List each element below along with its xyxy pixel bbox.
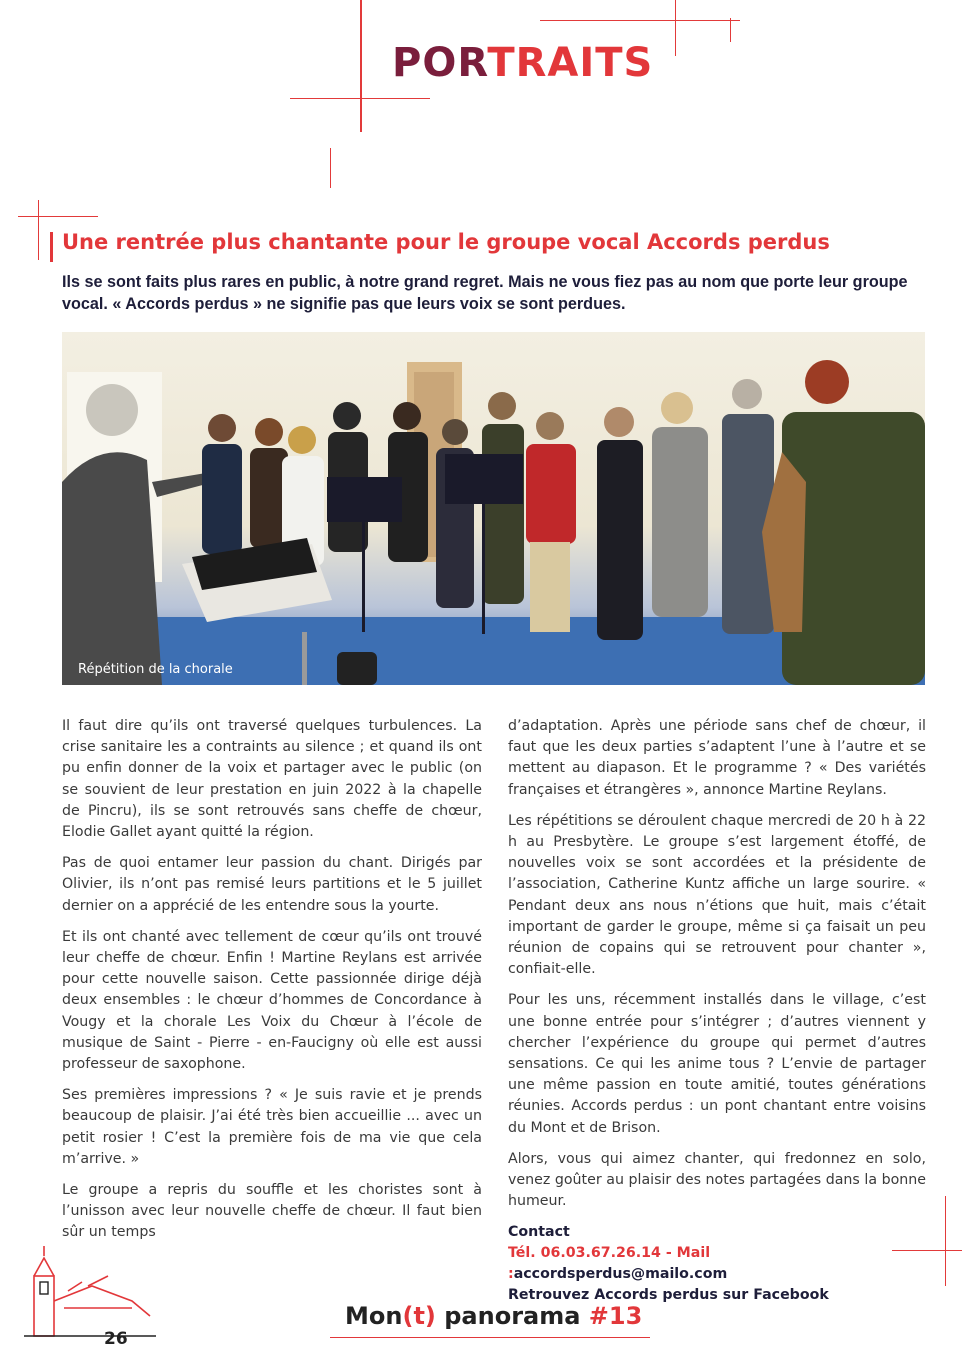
contact-phone: Tél. 06.03.67.26.14 - Mail : — [508, 1245, 711, 1283]
choir-photo — [62, 332, 925, 685]
footer-rule — [330, 1337, 650, 1338]
contact-line — [508, 1243, 926, 1285]
decor-line — [290, 98, 430, 99]
body-paragraph: Et ils ont chanté avec tellement de cœur qu’ils ont trouvé leur cheffe de chœur. Enfin ! Martine Reylans est arrivée pour cette nouvelle saison. Cette passionnée dirige déjà deux ensembles : le chœur d’hommes de Concordance à Vougy et la chorale Les Voix du Chœur à l’école de musique de Saint - Pierre - en-Faucigny où elle est aussi professeur de saxophone. — [62, 928, 482, 1073]
decor-line — [540, 20, 740, 21]
contact-block — [508, 1222, 926, 1306]
decor-line — [330, 148, 331, 188]
article-headline: Une rentrée plus chantante pour le groupe vocal Accords perdus — [62, 230, 830, 254]
body-paragraph: d’adaptation. Après une période sans chef de chœur, il faut que les deux parties s’adaptent l’une à l’autre et se mettent au diapason. Et le programme ? « Des variétés françaises et étrangères », annonce Martine Reylans. — [508, 718, 926, 798]
body-paragraph: Les répétitions se déroulent chaque mercredi de 20 h à 22 h au Presbytère. Le groupe s’est largement étoffé, de nouvelles voix se sont accordées et la présidente de l’association, Catherine Kuntz affiche un large sourire. « Pendant deux ans nous n’étions que huit, mais c’était important de garder le groupe, même si ça faisait un peu réunion de copains qui se retrouvent pour chanter », confiait-elle. — [508, 812, 926, 978]
body-paragraph: Alors, vous qui aimez chanter, qui fredonnez en solo, venez goûter au plaisir des notes partagées dans la bonne humeur. — [508, 1150, 926, 1210]
photo-caption: Répétition de la chorale — [78, 662, 233, 677]
decor-line — [38, 200, 39, 260]
decor-line — [18, 216, 98, 217]
body-paragraph: Pour les uns, récemment installés dans le village, c’est une bonne entrée pour s’intégrer ; d’autres viennent y chercher l’expérience du groupe qui permet d’autres sensations. Ce qui les anime tous ? L’envie de partager une même passion en toute amitié, toutes générations réunies. Accords perdus : un pont chantant entre voisins du Mont et de Brison. — [508, 992, 926, 1136]
headline-bar — [50, 232, 53, 262]
decor-line — [730, 18, 731, 42]
body-paragraph: Il faut dire qu’ils ont traversé quelques turbulences. La crise sanitaire les a contraints au silence ; et quand ils ont pu enfin donner de la voix et partager avec le public (on se souvient de leur prestation en juin 2022 à la chapelle de Pincru), ils se sont retrouvés sans cheffe de chœur, Elodie Gallet ayant quitté la région. — [62, 718, 482, 841]
body-paragraph: Pas de quoi entamer leur passion du chant. Dirigés par Olivier, ils n’ont pas remisé leurs partitions et le 5 juillet dernier on a apprécié de les entendre sous la yourte. — [62, 855, 482, 914]
page-number: 26 — [104, 1329, 128, 1349]
section-title: PORTRAITS — [392, 40, 654, 86]
contact-email[interactable]: accordsperdus@mailo.com — [513, 1266, 728, 1283]
contact-heading: Contact — [508, 1224, 570, 1241]
article-lede: Ils se sont faits plus rares en public, à notre grand regret. Mais ne vous fiez pas au nom que porte leur groupe vocal. « Accords perdus » ne signifie pas que leurs voix se sont perdues. — [62, 273, 908, 313]
decor-line — [360, 0, 362, 132]
contact-facebook: Retrouvez Accords perdus sur Facebook — [508, 1287, 829, 1304]
body-column-left — [62, 716, 482, 1254]
decor-line — [945, 1196, 946, 1286]
body-column-right — [508, 716, 926, 1306]
decor-line — [675, 0, 676, 56]
body-paragraph: Le groupe a repris du souffle et les choristes sont à l’unisson avec leur nouvelle cheffe de chœur. Il faut bien sûr un temps — [62, 1182, 482, 1241]
church-logo-icon — [22, 1246, 157, 1346]
magazine-title: Mon(t) panorama #13 — [345, 1302, 643, 1330]
body-paragraph: Ses premières impressions ? « Je suis ravie et je prends beaucoup de plaisir. J’ai été très bien accueillie ... avec un petit rosier ! C’est la première fois de ma vie que cela m’arrive. » — [62, 1087, 482, 1167]
